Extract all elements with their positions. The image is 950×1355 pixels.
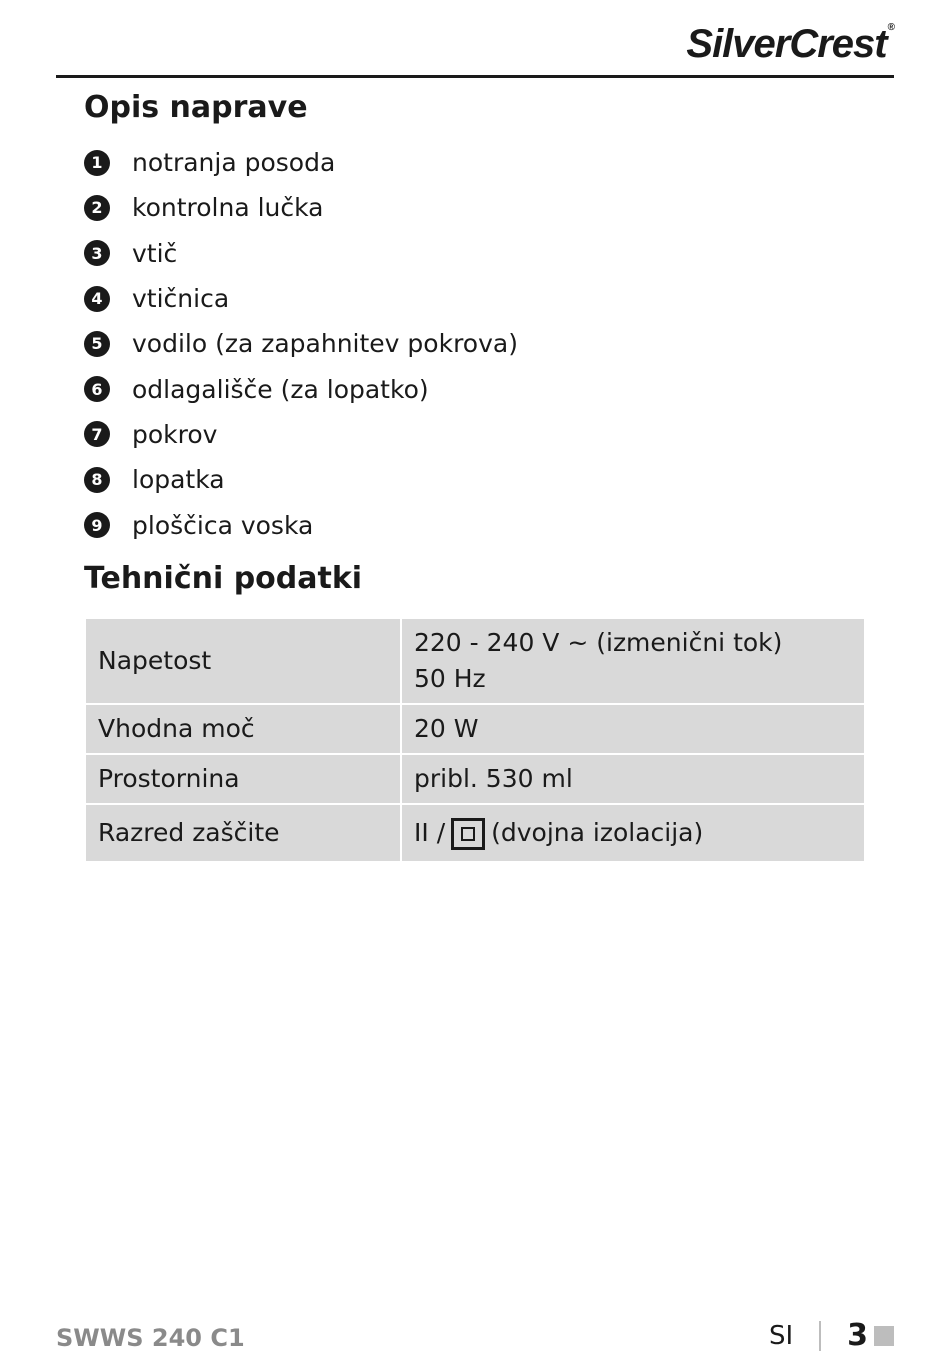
list-item: [84, 321, 518, 366]
footer-divider: [819, 1321, 821, 1351]
part-label: pokrov: [132, 419, 218, 449]
number-badge: 5: [84, 331, 110, 357]
double-insulation-icon: [451, 818, 485, 850]
spec-key: Vhodna moč: [86, 705, 400, 753]
list-item: [84, 457, 518, 502]
table-row: [86, 755, 864, 803]
list-item: [84, 502, 518, 547]
number-badge: 3: [84, 240, 110, 266]
part-label: vtič: [132, 238, 178, 268]
brand-name: SilverCrest: [686, 22, 887, 66]
part-label: notranja posoda: [132, 148, 336, 178]
part-label: vtičnica: [132, 284, 230, 314]
model-number: SWWS 240 C1: [56, 1324, 245, 1352]
number-badge: 4: [84, 286, 110, 312]
table-row: [86, 619, 864, 703]
part-label: ploščica voska: [132, 510, 314, 540]
list-item: [84, 366, 518, 411]
brand-logo: [686, 22, 894, 67]
number-badge: 6: [84, 376, 110, 402]
footer-square-icon: [874, 1326, 894, 1346]
spec-value-suffix: (dvojna izolacija): [491, 818, 704, 847]
header-rule: [56, 75, 894, 78]
number-badge: 1: [84, 150, 110, 176]
list-item: [84, 185, 518, 230]
spec-value: 20 W: [402, 705, 864, 753]
spec-value: [402, 619, 864, 703]
list-item: [84, 412, 518, 457]
section-title-description: Opis naprave: [84, 90, 308, 125]
number-badge: 8: [84, 467, 110, 493]
spec-value-line: 220 - 240 V ~ (izmenični tok): [414, 628, 783, 657]
language-code: SI: [768, 1320, 794, 1351]
specs-table: [84, 617, 866, 863]
table-row: [86, 705, 864, 753]
part-label: odlagališče (za lopatko): [132, 374, 429, 404]
list-item: [84, 276, 518, 321]
list-item: [84, 231, 518, 276]
spec-value: pribl. 530 ml: [402, 755, 864, 803]
page-footer: [769, 1318, 894, 1353]
number-badge: 7: [84, 421, 110, 447]
table-row: [86, 805, 864, 861]
spec-value-line: 50 Hz: [414, 664, 486, 693]
number-badge: 9: [84, 512, 110, 538]
list-item: [84, 140, 518, 185]
page-number: 3: [847, 1318, 868, 1353]
number-badge: 2: [84, 195, 110, 221]
spec-key: Prostornina: [86, 755, 400, 803]
spec-key: Razred zaščite: [86, 805, 400, 861]
part-label: lopatka: [132, 465, 225, 495]
spec-value: [402, 805, 864, 861]
part-label: kontrolna lučka: [132, 193, 324, 223]
section-title-technical: Tehnični podatki: [84, 561, 363, 596]
spec-key: Napetost: [86, 619, 400, 703]
registered-mark: ®: [887, 22, 894, 33]
part-label: vodilo (za zapahnitev pokrova): [132, 329, 518, 359]
spec-value-prefix: II /: [414, 818, 446, 847]
parts-list: [84, 140, 518, 548]
